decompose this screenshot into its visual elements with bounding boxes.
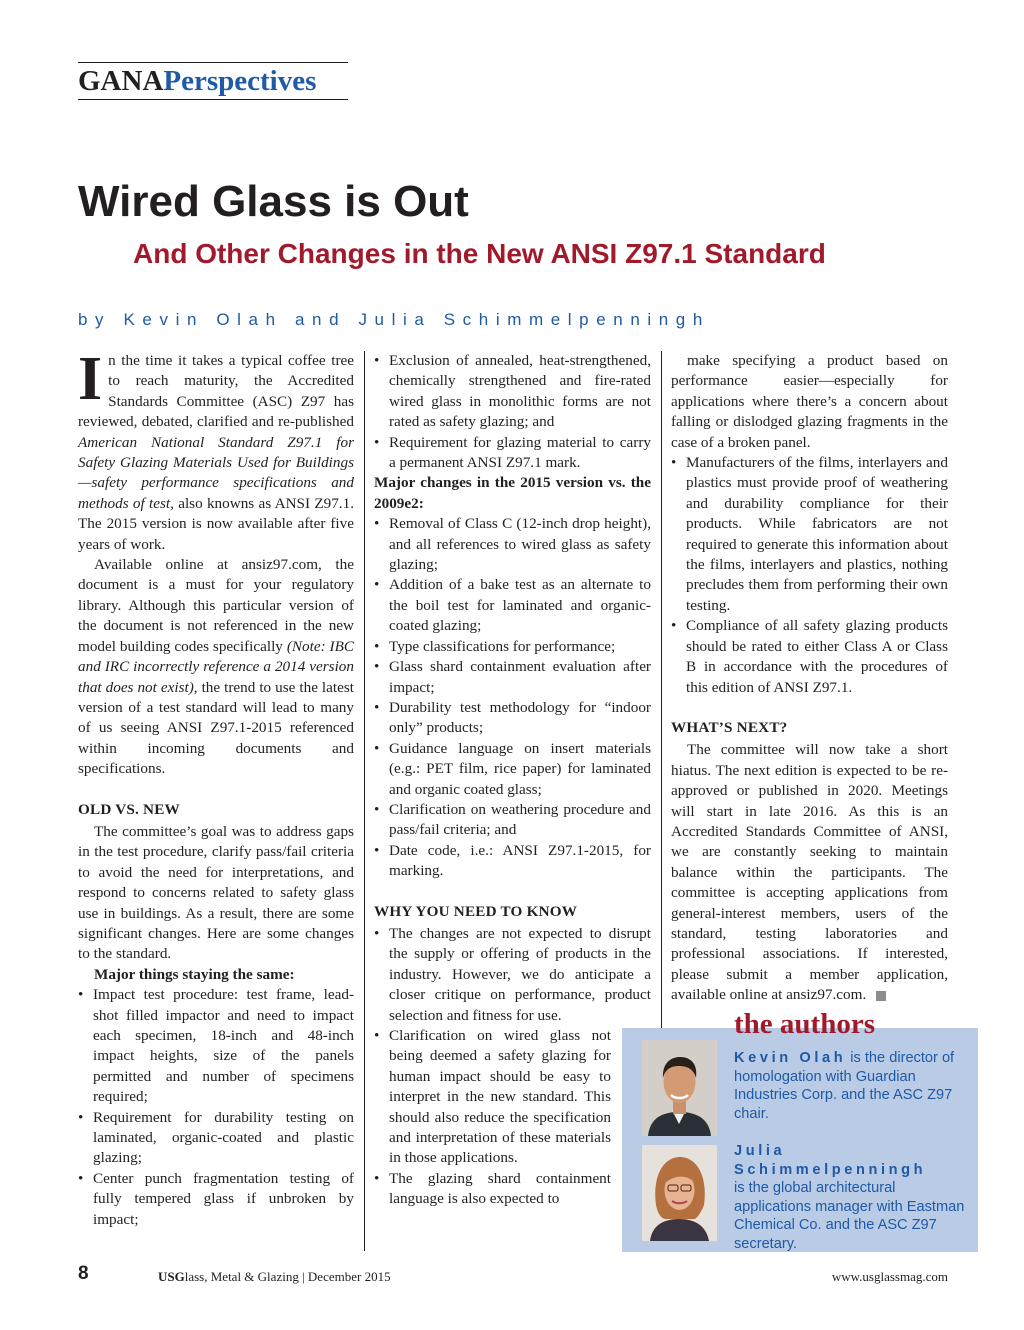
footer-url: www.usglassmag.com xyxy=(831,1269,948,1284)
list-item: • Center punch fragmentation testing of fully tempered glass if unbroken by impact; xyxy=(78,1169,354,1230)
logo-perspectives: Perspectives xyxy=(163,65,317,97)
list-item: • Guidance language on insert materials (e.g.: PET film, rice paper) for laminated and organic coated glass; xyxy=(374,739,651,800)
list-item: • Clarification on weathering procedure and pass/fail criteria; and xyxy=(374,800,651,841)
article-subtitle: And Other Changes in the New ANSI Z97.1 Standard xyxy=(133,238,826,269)
list-item: • Manufacturers of the films, interlayers and plastics must provide proof of weathering and durability compliance for their products. While fabricators are not required to generate this information about the films, interlayers and plastics, nothing precludes them from performing their own testing. xyxy=(671,453,948,616)
section-heading-whats-next: WHAT’S NEXT? xyxy=(671,718,788,736)
list-item: • Exclusion of annealed, heat-strengthened, chemically strengthened and fire-rated wired glass in monolithic forms are not rated as safety glazing; and xyxy=(374,351,651,433)
intro-paragraph: In the time it takes a typical coffee tree to reach maturity, the Accredited Standards Committee (ASC) Z97 has reviewed, debated, clarified and re-published American National Standard Z97.1 for Safety Glazing Materials Used for Buildings—safety performance specifications and methods of test, also knowns as ANSI Z97.1. The 2015 version is now available after five years of work. xyxy=(78,345,354,553)
article-byline: by Kevin Olah and Julia Schimmelpenningh xyxy=(78,310,710,329)
column-divider xyxy=(661,351,662,1031)
author-bio-julia: Julia Schimmelpenningh is the global architectural applications manager with Eastman Chemical Co. and the ASC Z97 secretary. xyxy=(734,1142,970,1254)
list-item: • Addition of a bake test as an alternate to the boil test for laminated and organic-coated glazing; xyxy=(374,575,651,636)
list-item: • Date code, i.e.: ANSI Z97.1-2015, for marking. xyxy=(374,841,651,882)
author-bio-kevin: Kevin Olah is the director of homologation with Guardian Industries Corp. and the ASC Z97 chair. xyxy=(734,1050,955,1122)
list-label-changes: Major changes in the 2015 version vs. the 2009e2: xyxy=(374,474,651,512)
section-heading-why-you-need-to-know: WHY YOU NEED TO KNOW xyxy=(374,902,578,920)
body-paragraph: The committee’s goal was to address gaps in the test procedure, clarify pass/fail criteria to avoid the need for interpretations, and respond to concerns related to safety glass use in buildings. As a result, there are some significant changes. Here are some changes to the standard. xyxy=(78,822,354,963)
list-item: • Durability test methodology for “indoor only” products; xyxy=(374,698,651,739)
list-item: • Requirement for glazing material to carry a permanent ANSI Z97.1 mark. xyxy=(374,433,651,474)
list-item: • Removal of Class C (12-inch drop height), and all references to wired glass as safety glazing; xyxy=(374,514,651,575)
article-column-1 xyxy=(78,345,355,1230)
column-divider xyxy=(364,351,365,1251)
author-photo-kevin-olah xyxy=(642,1040,717,1136)
page-number: 8 xyxy=(78,1263,89,1284)
list-item: • Impact test procedure: test frame, lead-shot filled impactor and need to impact each specimen, 18-inch and 48-inch impact heights, size of the panels permitted and number of specimens required; xyxy=(78,985,354,1107)
list-item: • Type classifications for performance; xyxy=(374,637,651,657)
author-name-julia: Julia Schimmelpenningh xyxy=(734,1143,927,1178)
list-label-staying: Major things staying the same: xyxy=(94,965,295,983)
section-heading-old-vs-new: OLD VS. NEW xyxy=(78,800,180,818)
logo-gana: GANA xyxy=(78,65,164,97)
body-paragraph: make specifying a product based on performance easier—especially for applications where there’s a concern about falling or dislodged glazing fragments in the case of a broken panel. xyxy=(671,352,948,451)
header-rule-bottom xyxy=(78,99,348,100)
author-name-kevin: Kevin Olah xyxy=(734,1050,847,1066)
body-paragraph: Available online at ansiz97.com, the document is a must for your regulatory library. Although this particular version of the document is not referenced in the new model building codes specifically (Note: IBC and IRC incorrectly reference a 2014 version that does not exist), the trend to use the latest version of a test standard will lead to many of us seeing ANSI Z97.1-2015 referenced within incoming documents and specifications. xyxy=(78,556,355,778)
list-item: • Clarification on wired glass not being deemed a safety glazing for human impact should be easy to interpret in the new standard. This should also reduce the specification and interpretation of these materials in those applications. xyxy=(374,1026,611,1169)
author-photo-julia-schimmelpenningh xyxy=(642,1145,717,1241)
list-item: • Compliance of all safety glazing products should be rated to either Class A or Class B in accordance with the procedures of this edition of ANSI Z97.1. xyxy=(671,616,948,698)
portrait-woman-icon xyxy=(642,1145,717,1241)
body-paragraph: The committee will now take a short hiatus. The next edition is expected to be re-approved or published in 2020. Meetings will start in late 2016. As this is an Accredited Standards Committee of ANSI, we are constantly seeking to maintain balance within the participants. The committee is accepting applications from general-interest members, users of the standard, testing laboratories and professional associations. If interested, please submit a member application, available online at ansiz97.com. xyxy=(671,741,948,1004)
list-item: • The changes are not expected to disrupt the supply or offering of products in the industry. However, we do anticipate a closer critique on performance, product selection and fitness for use. xyxy=(374,924,651,1026)
drop-cap: I xyxy=(78,345,103,413)
end-mark-icon xyxy=(876,991,886,1001)
footer-publication: USGlass, Metal & Glazing | December 2015 xyxy=(158,1269,391,1284)
portrait-man-icon xyxy=(642,1040,717,1136)
list-item: • The glazing shard containment language is also expected to xyxy=(374,1169,611,1210)
list-item: • Glass shard containment evaluation after impact; xyxy=(374,657,651,698)
header-rule-top xyxy=(78,62,348,63)
authors-heading: the authors xyxy=(734,1008,875,1040)
section-logo xyxy=(78,64,316,98)
article-column-3 xyxy=(671,351,948,1006)
article-title: Wired Glass is Out xyxy=(78,177,469,226)
list-item: • Requirement for durability testing on laminated, organic-coated and plastic glazing; xyxy=(78,1108,354,1169)
article-column-2 xyxy=(374,351,651,1210)
